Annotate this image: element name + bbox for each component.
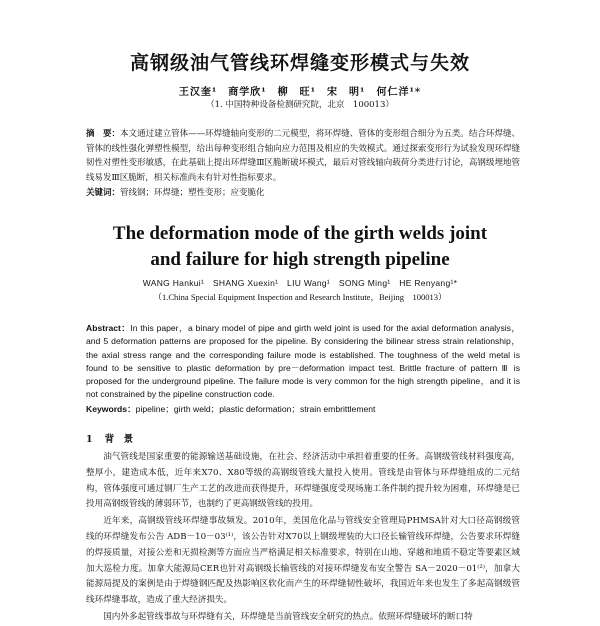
abstract-english-text: In this paper，a binary model of pipe and girth weld joint is used for the axial deformation analysis，and 5 deformation patterns are proposed for the pipeline. By considering the bilinear stress strain relationship，the axial stress range and the corresponding failure mode is established. The toughness of the weld metal is found to be sensitive to plastic deformation by pre－deformation impact test. Brittle fracture of pattern Ⅲ is proposed for the underground pipeline. The failure mode is very common for the high strength pipeline，and it is not constrained by the pipeline construction code. [86, 323, 520, 400]
abstract-english-label: Abstract： [86, 323, 131, 333]
authors-chinese: 王汉奎¹ 商学欣¹ 柳 旺¹ 宋 明¹ 何仁洋¹* [178, 87, 422, 98]
section-title: 背 景 [104, 434, 134, 445]
body-paragraph-1: 油气管线是国家重要的能源输送基础设施，在社会、经济活动中承担着重要的任务。高钢级管线材料强度高，整厚小，建造成本低，近年来X70、X80等级的高钢级管线大量投入使用。管线是由管体与环焊缝组成的二元结构，管体强度可通过钢厂生产工艺的改进而获得提升，环焊缝强度受现场施工条件制约提升较为困难，环焊缝是已投用高钢级管线的薄弱环节，也制约了更高钢级管线的投用。 [86, 452, 520, 510]
section-number: 1 [86, 434, 93, 445]
keywords-english-label: Keywords： [86, 404, 136, 414]
body-paragraph-2: 近年来，高钢级管线环焊缝事故频发。2010年，美国危化品与管线安全管理局PHMSA针对大口径高钢级管线的环焊缝发布公告 ADB－10－03⁽¹⁾，该公告针对X70以上钢级埋装的大口径长输管线环焊缝，公告要求环焊缝的焊接质量，对接公差和无损检测等方面应当严格满足相关标准要求，特别在山地、穿越和地质不稳定等要素区域加大巡检力度。加拿大能源局CER也针对高钢级长输管线的对接环焊缝发布安全警告 SA－2020－01⁽²⁾，加拿大能源局提及的案例是由于焊缝钢匹配及热影响区软化而产生的环焊缝韧性破坏，我国近年来也发生了多起高钢级管线环焊缝事故，造成了重大经济损失。 [86, 516, 520, 606]
section-heading [86, 431, 133, 445]
keywords-chinese-text: 管线钢；环焊缝；塑性变形；应变脆化 [120, 188, 265, 198]
abstract-english [86, 322, 520, 402]
body-text [86, 450, 520, 626]
paper-title-english-line2: and failure for high strength pipeline [150, 249, 450, 270]
keywords-chinese [86, 186, 520, 198]
keywords-english-text: pipeline；girth weld；plastic deformation；strain embrittlement [135, 404, 376, 414]
affiliation-chinese: （1. 中国特种设备检测研究院，北京 100013） [206, 100, 394, 110]
affiliation-english: （1.China Special Equipment Inspection and Research Institute，Beijing 100013） [153, 292, 447, 302]
abstract-chinese-label: 摘 要： [86, 129, 121, 139]
paper-title-chinese: 高钢级油气管线环焊缝变形模式与失效 [129, 52, 470, 74]
paper-title-english-line1: The deformation mode of the girth welds joint [112, 223, 488, 244]
authors-english: WANG Hankui¹ SHANG Xuexin¹ LIU Wang¹ SONG Ming¹ HE Renyang¹* [142, 278, 458, 288]
keywords-chinese-label: 关键词： [86, 188, 121, 198]
abstract-chinese [86, 127, 520, 185]
body-paragraph-3: 国内外多起管线事故与环焊缝有关，环焊缝是当前管线安全研究的热点。依照环焊缝破坏的断口特 [103, 611, 473, 622]
abstract-chinese-text: 本文通过建立管体——环焊缝轴向变形的二元模型，将环焊缝、管体的变形组合细分为五类。结合环焊缝、管体的线性强化弹塑性模型，给出每种变形组合轴向应力范围及相应的失效模式。通过探索变形行为试验发现环焊缝韧性对塑性变形敏感，在此基础上提出环焊缝Ⅲ区脆断破坏模式，最后对管线轴向载荷分类进行讨论，高钢级埋地管线易发Ⅲ区脆断，相关标准尚未有针对性指标要求。 [86, 129, 520, 183]
paper-title-english [0, 221, 600, 273]
keywords-english [86, 403, 520, 415]
